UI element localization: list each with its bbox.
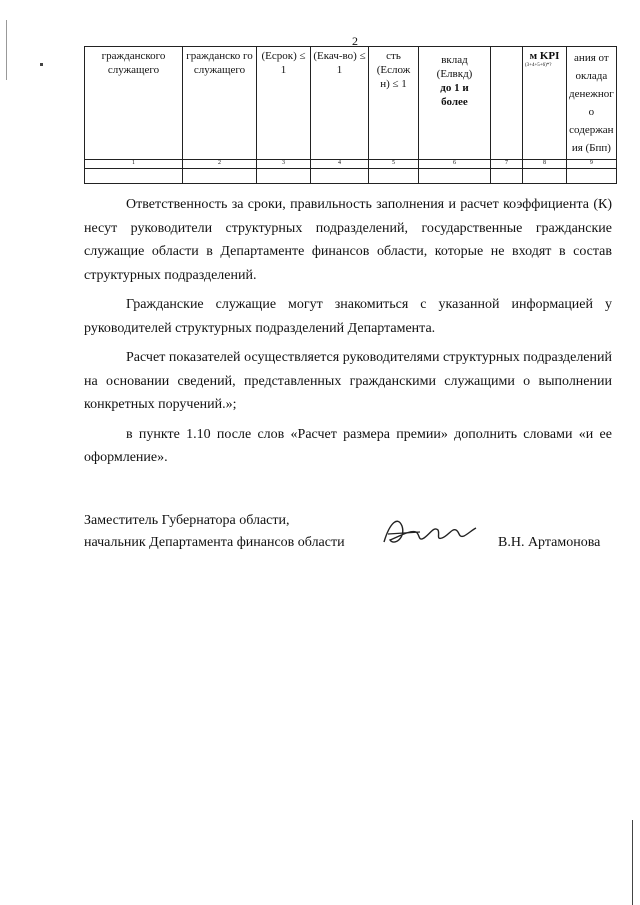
paragraph: Расчет показателей осуществляется руководителями структурных подразделений на основании сведений, представленных гражданскими служащими о выполнении конкретных поручений.»; xyxy=(84,350,612,412)
column-number: 1 xyxy=(85,160,183,169)
column-number: 6 xyxy=(419,160,491,169)
column-number: 8 xyxy=(523,160,567,169)
scan-artifact-line xyxy=(6,20,7,80)
page-number: 2 xyxy=(352,34,358,48)
column-number: 4 xyxy=(311,160,369,169)
signatory-title xyxy=(84,510,345,554)
column-number: 5 xyxy=(369,160,419,169)
signatory-name: В.Н. Артамонова xyxy=(498,535,601,550)
table-number-row xyxy=(85,160,617,169)
table-header-cell: сть (Eслож н) ≤ 1 xyxy=(369,47,419,160)
scan-artifact-line xyxy=(632,820,633,905)
table-header-cell: (Eсрок) ≤ 1 xyxy=(257,47,311,160)
column-number: 2 xyxy=(183,160,257,169)
table-header-cell: ания от оклада денежног о содержан ия (Бпп) xyxy=(567,47,617,160)
table-header-row xyxy=(85,47,617,160)
column-number: 9 xyxy=(567,160,617,169)
column-number: 3 xyxy=(257,160,311,169)
table-row xyxy=(85,169,617,184)
kpi-formula-note: (3+4+5+6)*? xyxy=(525,63,552,68)
coefficient-table xyxy=(84,46,617,184)
column-number: 7 xyxy=(491,160,523,169)
table-header-cell: вклад (Eлвкд) до 1 и более xyxy=(419,47,491,160)
handwritten-signature xyxy=(380,512,480,552)
scan-artifact-mark xyxy=(40,63,43,66)
paragraph: Ответственность за сроки, правильность заполнения и расчет коэффициента (К) несут руководители структурных подразделений, государственные гражданские служащие области в Департаменте финансов области, которые не входят в состав структурных подразделений. xyxy=(84,197,612,283)
document-body xyxy=(84,193,612,476)
paragraph: в пункте 1.10 после слов «Расчет размера премии» дополнить словами «и ее оформление». xyxy=(84,426,612,465)
table-header-cell: (Eкач-во) ≤ 1 xyxy=(311,47,369,160)
table-header-cell xyxy=(491,47,523,160)
signatory-title-line: начальник Департамента финансов области xyxy=(84,535,345,550)
table-header-cell xyxy=(523,47,567,160)
paragraph: Гражданские служащие могут знакомиться с указанной информацией у руководителей структурных подразделений Департамента. xyxy=(84,297,612,336)
kpi-header: м KPI xyxy=(529,50,560,62)
signatory-title-line: Заместитель Губернатора области, xyxy=(84,513,290,528)
table-header-cell: гражданского служащего xyxy=(85,47,183,160)
table-header-cell: гражданско го служащего xyxy=(183,47,257,160)
